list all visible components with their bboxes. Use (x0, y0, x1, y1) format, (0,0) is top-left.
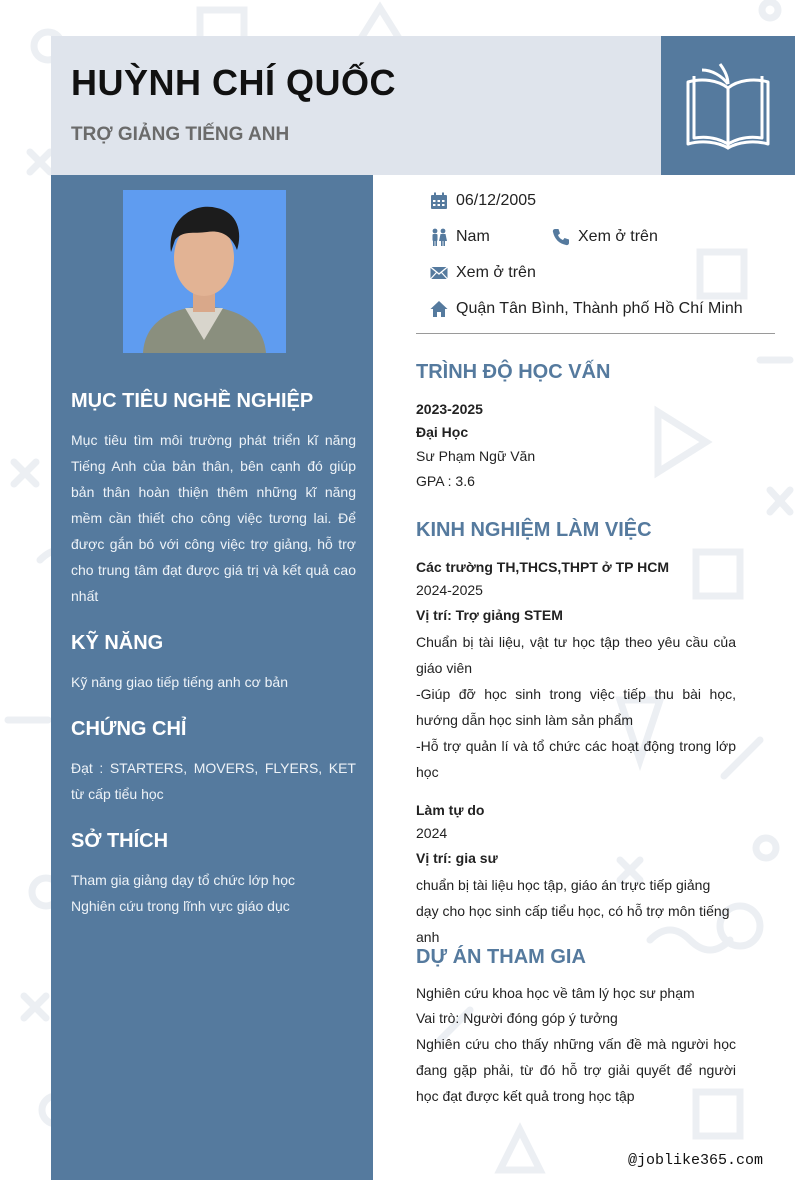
open-book-icon (680, 58, 776, 154)
avatar-photo (123, 190, 286, 353)
gender-icon (430, 228, 448, 246)
education-level: Đại Học (416, 424, 469, 440)
hobbies-title: SỞ THÍCH (71, 830, 169, 852)
hobby-item: Tham gia giảng dạy tổ chức lớp học (71, 872, 296, 888)
address-value: Quận Tân Bình, Thành phố Hồ Chí Minh (456, 300, 743, 317)
home-icon (430, 300, 448, 318)
candidate-name: HUỲNH CHÍ QUỐC (71, 62, 397, 103)
experience-job (416, 556, 736, 785)
main-content (373, 175, 796, 1180)
skills-title: KỸ NĂNG (71, 632, 164, 654)
certificates-text: Đạt : STARTERS, MOVERS, FLYERS, KET từ cấp tiểu học (71, 760, 356, 802)
address-row (430, 300, 743, 318)
contact-divider (416, 333, 775, 334)
education-gpa: GPA : 3.6 (416, 473, 475, 489)
project-role: Vai trò: Người đóng góp ý tưởng (416, 1010, 618, 1026)
sidebar (51, 175, 373, 1180)
job-desc: -Giúp đỡ học sinh trong việc tiếp thu bài học, hướng dẫn học sinh làm sản phẩm (416, 686, 736, 728)
dob-row (430, 192, 536, 210)
job-period: 2024 (416, 825, 448, 841)
career-goal-text: Mục tiêu tìm môi trường phát triển kĩ năng Tiếng Anh của bản thân, bên cạnh đó giúp bản thân hoàn thiện thêm những kĩ năng mềm cần thiết cho công việc tương lai. Để được gắn bó với công việc trợ giảng, hỗ trợ cho trung tâm đạt được giá trị và kết quả cao nhất (71, 432, 356, 604)
certificates-title: CHỨNG CHỈ (71, 718, 187, 740)
calendar-icon (430, 192, 448, 210)
hobby-item: Nghiên cứu trong lĩnh vực giáo dục (71, 898, 290, 914)
phone-row (552, 228, 658, 246)
phone-icon (552, 228, 570, 246)
experience-job (416, 799, 736, 950)
gender-value: Nam (456, 228, 490, 245)
job-org: Làm tự do (416, 802, 485, 818)
skills-text: Kỹ năng giao tiếp tiếng anh cơ bản (71, 674, 289, 690)
email-value: Xem ở trên (456, 264, 536, 281)
job-desc: chuẩn bị tài liệu học tập, giáo án trực tiếp giảng dạy cho học sinh cấp tiểu học, có hỗ trợ môn tiếng anh (416, 877, 730, 945)
job-desc: -Hỗ trợ quản lí và tổ chức các hoạt động trong lớp học (416, 738, 736, 780)
candidate-role: TRỢ GIẢNG TIẾNG ANH (71, 124, 290, 145)
projects-title: DỰ ÁN THAM GIA (416, 946, 586, 968)
hobbies-list (71, 867, 356, 919)
education-major: Sư Phạm Ngữ Văn (416, 448, 536, 464)
certificates-section (71, 718, 356, 807)
project-desc: Nghiên cứu cho thấy những vấn đề mà người học đang gặp phải, từ đó hỗ trợ giải quyết để người học đạt được kết quả trong học tập (416, 1036, 736, 1104)
dob-value: 06/12/2005 (456, 192, 537, 209)
hobbies-section (71, 830, 356, 919)
experience-title: KINH NGHIỆM LÀM VIỆC (416, 519, 652, 541)
education-period: 2023-2025 (416, 401, 483, 417)
project-name: Nghiên cứu khoa học về tâm lý học sư phạm (416, 985, 695, 1001)
avatar (123, 190, 286, 353)
header-icon-box (661, 36, 795, 175)
gender-row (430, 228, 490, 246)
footer-watermark: @joblike365.com (627, 1152, 763, 1169)
job-desc: Chuẩn bị tài liệu, vật tư học tập theo yêu cầu của giáo viên (416, 634, 736, 676)
job-org: Các trường TH,THCS,THPT ở TP HCM (416, 559, 670, 575)
education-block (416, 398, 736, 494)
phone-value: Xem ở trên (578, 228, 658, 245)
education-title: TRÌNH ĐỘ HỌC VẤN (416, 361, 611, 383)
career-goal-section (71, 390, 356, 609)
header (51, 36, 661, 175)
job-period: 2024-2025 (416, 582, 483, 598)
career-goal-title: MỤC TIÊU NGHỀ NGHIỆP (71, 390, 314, 412)
projects-block (416, 981, 736, 1109)
job-position: Vị trí: gia sư (416, 850, 498, 866)
email-icon (430, 264, 448, 282)
email-row (430, 264, 536, 282)
job-position: Vị trí: Trợ giảng STEM (416, 607, 563, 623)
skills-section (71, 632, 356, 695)
